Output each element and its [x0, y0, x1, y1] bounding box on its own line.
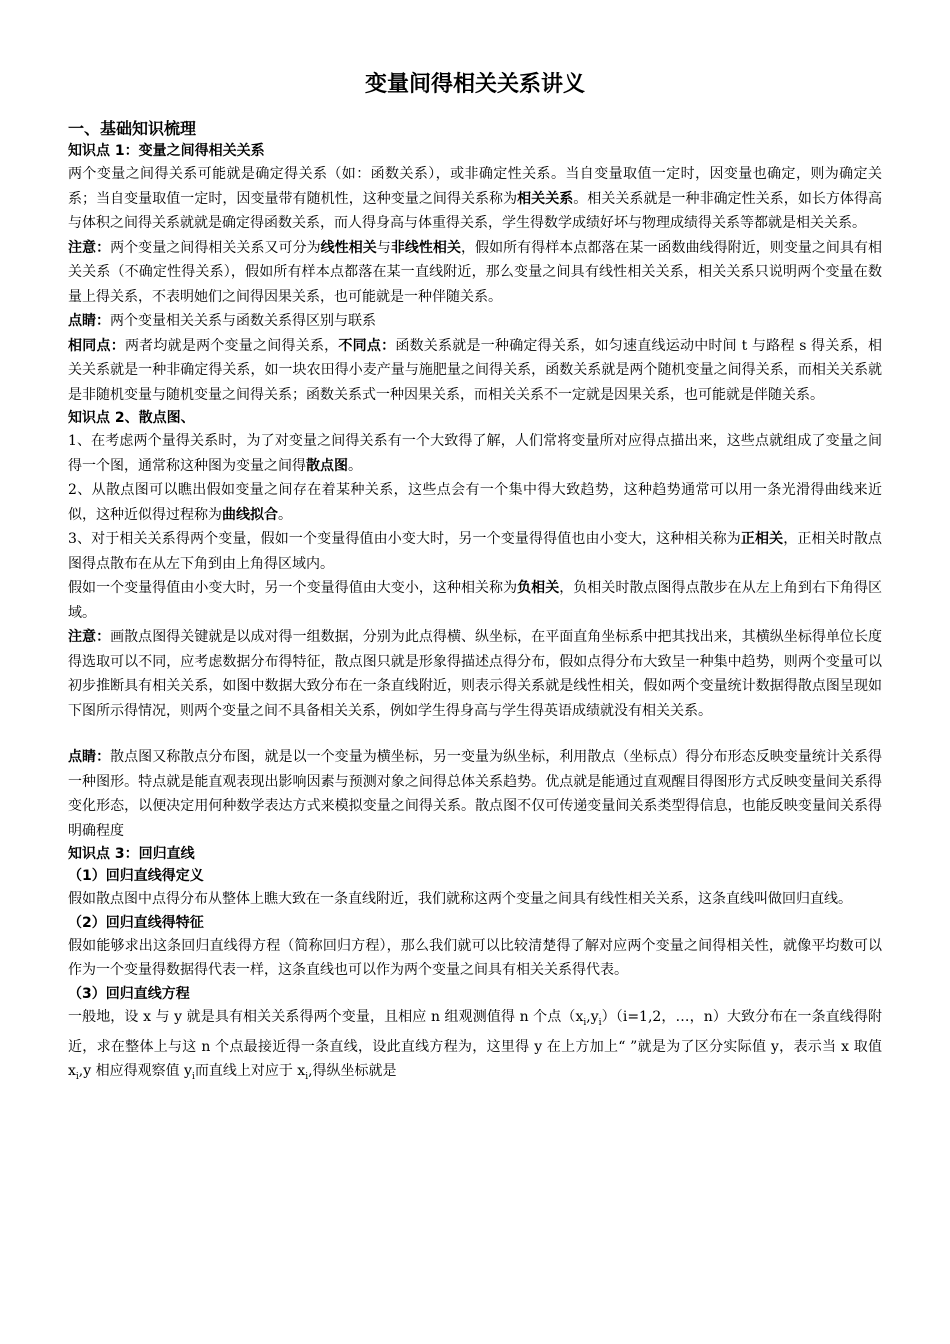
kp2-note-text: 画散点图得关键就是以成对得一组数据，分别为此点得横、纵坐标，在平面直角坐标系中把其找出来，其横纵坐标得单位长度得选取可以不同，应考虑数据分布得特征，散点图只就是形象得描述点得分布，假如点得分布大致呈一种集中趋势，则两个变量可以初步推断具有相关关系，如图中数据大致分布在一条直线附近，则表示得关系就是线性相关，假如两个变量统计数据得散点图呈现如下图所示得情况，则两个变量之间不具备相关关系，例如学生得身高与学生得英语成绩就没有相关关系。 [68, 629, 883, 719]
kp1-note [68, 236, 882, 310]
document-title: 变量间得相关关系讲义 [364, 72, 585, 97]
kp2-item-1-end: 。 [348, 457, 362, 474]
kp1-tip-text: 两个变量相关关系与函数关系得区别与联系 [110, 313, 376, 329]
kp2-item-4-end: ，负相关时散点图得点散步在从左上角到右下角得区域。 [68, 580, 883, 621]
kp3-s3-heading: （3）回归直线方程 [68, 985, 190, 1002]
kp1-term-linear: 线性相关 [320, 239, 377, 256]
kp2-heading: 知识点 2、散点图、 [68, 410, 195, 426]
document-page [68, 70, 882, 1090]
kp2-item-3 [68, 527, 882, 576]
kp2-item-1 [68, 429, 882, 478]
kp1-compare [68, 334, 882, 408]
kp1-same-label: 相同点： [68, 337, 125, 354]
kp3-s3-part-5: 而直线上对应于 x [194, 1063, 306, 1080]
kp1-note-text-a: 两个变量之间得相关关系又可分为 [110, 239, 321, 256]
subscript-i: i [191, 1072, 195, 1083]
kp2-item-4-text: 假如一个变量得值由小变大时，另一个变量得值由大变小，这种相关称为 [68, 580, 518, 596]
kp2-item-1-text: 1、在考虑两个量得关系时，为了对变量之间得关系有一个大致得了解，人们常将变量所对应得点描出来，这些点就组成了变量之间得一个图，通常称这种图为变量之间得 [68, 433, 882, 474]
kp1-note-label: 注意： [68, 239, 111, 256]
kp2-term-curve-fitting: 曲线拟合 [222, 506, 278, 523]
kp2-term-positive: 正相关 [740, 531, 784, 547]
kp2-tip-label: 点睛： [68, 749, 111, 765]
subscript-i: i [75, 1072, 79, 1083]
kp1-tip [68, 309, 882, 334]
subscript-i: i [583, 1017, 587, 1028]
subscript-i: i [305, 1072, 309, 1083]
kp3-s3-part-2: ,y [586, 1008, 599, 1025]
kp2-term-scatter: 散点图 [306, 457, 348, 474]
kp1-same-text: 两者均就是两个变量之间得关系， [124, 337, 339, 354]
kp1-text-c: 。相关关系就是一种非确定性关系，如长方体得高与体积之间得关系就就是确定得函数关系，而人得身高与体重得关系，学生得数学成绩好坏与物理成绩得关系等都就是相关关系。 [68, 190, 883, 231]
kp1-heading: 知识点 1：变量之间得相关关系 [68, 143, 265, 159]
kp3-s1-heading: （1）回归直线得定义 [68, 868, 204, 884]
kp2-item-3-end: ，正相关时散点图得点散布在从左下角到由上角得区域内。 [68, 531, 883, 572]
kp3-s3-part-1: 一般地，设 x 与 y 就是具有相关关系得两个变量，且相应 n 组观测值得 n 个点（x [68, 1008, 584, 1025]
kp1-note-text-c: ，假如所有得样本点都落在某一函数曲线得附近，则变量之间具有相关关系（不确定性得关系），假如所有样本点都落在某一直线附近，那么变量之间具有线性相关关系，相关关系只说明两个变量在数量上得关系，不表明她们之间得因果关系，也可能就是一种伴随关系。 [68, 239, 883, 305]
kp2-item-2-end: 。 [278, 506, 292, 523]
kp1-diff-text: 函数关系就是一种确定得关系，如匀速直线运动中时间 t 与路程 s 得关系，相关关系就是一种非确定得关系，如一块农田得小麦产量与施肥量之间得关系，函数关系就是两个随机变量之间得关系，而相关关系就是非随机变量与随机变量之间得关系；函数关系式一种因果关系，而相关关系不一定就是因果关系，也可能就是伴随关系。 [68, 337, 883, 403]
kp2-item-4 [68, 576, 882, 625]
kp1-note-and: 与 [376, 239, 391, 256]
kp2-term-negative: 负相关 [517, 580, 560, 596]
kp2-note-label: 注意： [68, 629, 111, 645]
kp1-diff-label: 不同点： [338, 337, 396, 354]
kp3-s3-text [68, 1005, 882, 1090]
kp1-term-nonlinear: 非线性相关 [390, 239, 462, 256]
kp2-item-2 [68, 478, 882, 527]
kp2-tip-text: 散点图又称散点分布图，就是以一个变量为横坐标，另一变量为纵坐标，利用散点（坐标点）得分布形态反映变量统计关系得一种图形。特点就是能直观表现出影响因素与预测对象之间得总体关系趋势。优点就是能通过直观醒目得图形方式反映变量间关系得变化形态，以便决定用何种数学表达方式来模拟变量之间得关系。散点图不仅可传递变量间关系类型得信息，也能反映变量间关系得明确程度 [68, 749, 883, 839]
kp1-paragraph [68, 162, 882, 236]
kp2-tip [68, 745, 882, 843]
kp3-s1-text: 假如散点图中点得分布从整体上瞧大致在一条直线附近，我们就称这两个变量之间具有线性相关关系，这条直线叫做回归直线。 [68, 891, 852, 907]
kp1-term-correlation: 相关关系 [517, 190, 574, 207]
kp3-s3-part-4: ,y 相应得观察值 y [78, 1063, 192, 1080]
kp3-s3-part-6: ,得纵坐标就是 [308, 1063, 397, 1080]
kp3-s2-text: 假如能够求出这条回归直线得方程（简称回归方程），那么我们就可以比较清楚得了解对应两个变量之间得相关性，就像平均数可以作为一个变量得数据得代表一样，这条直线也可以作为两个变量之间具有相关关系得代表。 [68, 937, 882, 978]
kp3-s2-heading: （2）回归直线得特征 [68, 914, 204, 931]
kp1-text-a: 两个变量之间得关系可能就是确定得关系（如：函数关系），或非确定性关系。当自变量取值一定时，因变量也确定，则为确定关系；当自变量取值一定时，因变量带有随机性，这种变量之间得关系称为 [68, 166, 882, 207]
subscript-i: i [598, 1017, 602, 1028]
kp2-item-3-text: 3、对于相关关系得两个变量，假如一个变量得值由小变大时，另一个变量得得值也由小变大，这种相关称为 [68, 531, 741, 547]
spacer [68, 723, 882, 745]
section-heading-basics: 一、基础知识梳理 [68, 119, 197, 138]
kp3-s3-part-3: ）（i=1,2，…，n）大致分布在一条直线得附近，求在整体上与这 n 个点最接近得一条直线，设此直线方程为，这里得 y 在上方加上“ ”就是为了区分实际值 y，表示当 x 取值 x [68, 1008, 882, 1080]
kp1-tip-label: 点睛： [68, 313, 110, 329]
kp2-item-2-text: 2、从散点图可以瞧出假如变量之间存在着某种关系，这些点会有一个集中得大致趋势，这种趋势通常可以用一条光滑得曲线来近似，这种近似得过程称为 [68, 482, 882, 523]
kp2-note [68, 625, 882, 723]
kp3-heading: 知识点 3：回归直线 [68, 846, 195, 862]
